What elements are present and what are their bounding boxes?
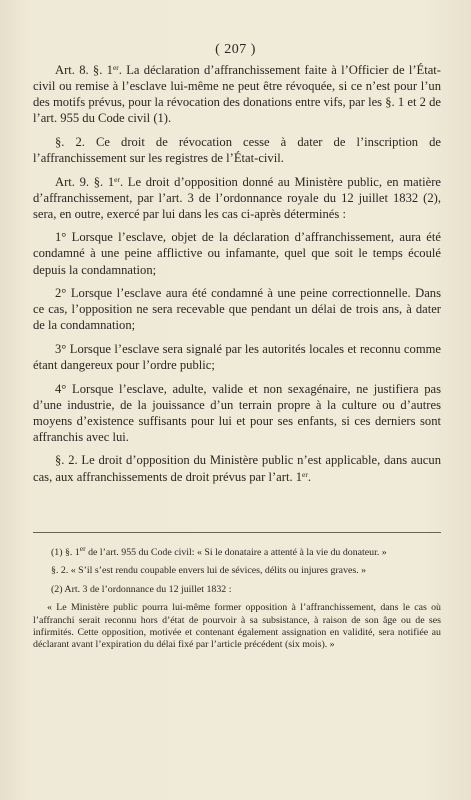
paragraph-art9-s2: §. 2. Le droit d’opposition du Ministère public n’est applicable, dans aucun cas, aux affranchissements de droit prévus par l’art. 1er. xyxy=(33,453,441,484)
paragraph-case-1: 1° Lorsque l’esclave, objet de la déclaration d’affranchissement, aura été condamné à une peine afflictive ou infamante, quel que soit le temps écoulé depuis la condamnation; xyxy=(33,230,441,277)
page-number: ( 207 ) xyxy=(215,42,256,57)
paragraph-art9-s1: Art. 9. §. 1er. Le droit d’opposition donné au Ministère public, en matière d’affranchissement, par l’art. 3 de l’ordonnance royale du 12 juillet 1832 (2), sera, en outre, exercé par lui dans les cas ci-après déterminés : xyxy=(33,174,442,221)
paragraph-case-2: 2° Lorsque l’esclave aura été condamné à une peine correctionnelle. Dans ce cas, l’opposition ne sera recevable que pendant un délai de trois ans, à dater de la condamnation; xyxy=(33,286,441,333)
footnote-2b: « Le Ministère public pourra lui-même former opposition à l’affranchissement, dans le cas où l’affranchi serait reconnu hors d’état de pourvoir à sa subsistance, à raison de son âge ou de ses infirmités. Cette opposition, motivée et contenant également assignation en validité, sera notifiée au déclarant avant l’expiration du délai fixé par l’article précédent (six mois). » xyxy=(33,602,441,651)
paragraph-art8-s1: Art. 8. §. 1er. La déclaration d’affranchissement faite à l’Officier de l’État-civil ou remise à l’esclave lui-même ne peut être révoquée, si ce n’est pour l’un des motifs prévus, pour la révocation des donations entre vifs, par les §. 1 et 2 de l’art. 955 du Code civil (1). xyxy=(33,63,442,126)
paragraph-case-4: 4° Lorsque l’esclave, adulte, valide et non sexagénaire, ne justifiera pas d’une industrie, de la jouissance d’un terrain propre à la culture ou d’autres moyens d’existence suffisants pour lui et pour ses enfants, si ces derniers sont affranchis avec lui. xyxy=(33,381,441,444)
footnote-1a: (1) §. 1er de l’art. 955 du Code civil: « Si le donataire a attenté à la vie du donateur. » xyxy=(51,544,387,558)
footnote-divider xyxy=(33,532,441,533)
footnote-2a: (2) Art. 3 de l’ordonnance du 12 juillet 1832 : xyxy=(51,583,232,595)
footnote-1b: §. 2. « S’il s’est rendu coupable envers lui de sévices, délits ou injures graves. » xyxy=(51,565,367,577)
paragraph-case-3: 3° Lorsque l’esclave sera signalé par les autorités locales et reconnu comme étant dangereux pour l’ordre public; xyxy=(33,341,441,372)
footnotes xyxy=(33,544,441,652)
paragraph-art8-s2: §. 2. Ce droit de révocation cesse à dater de l’inscription de l’affranchissement sur les registres de l’État-civil. xyxy=(33,134,441,165)
main-text xyxy=(33,62,441,492)
